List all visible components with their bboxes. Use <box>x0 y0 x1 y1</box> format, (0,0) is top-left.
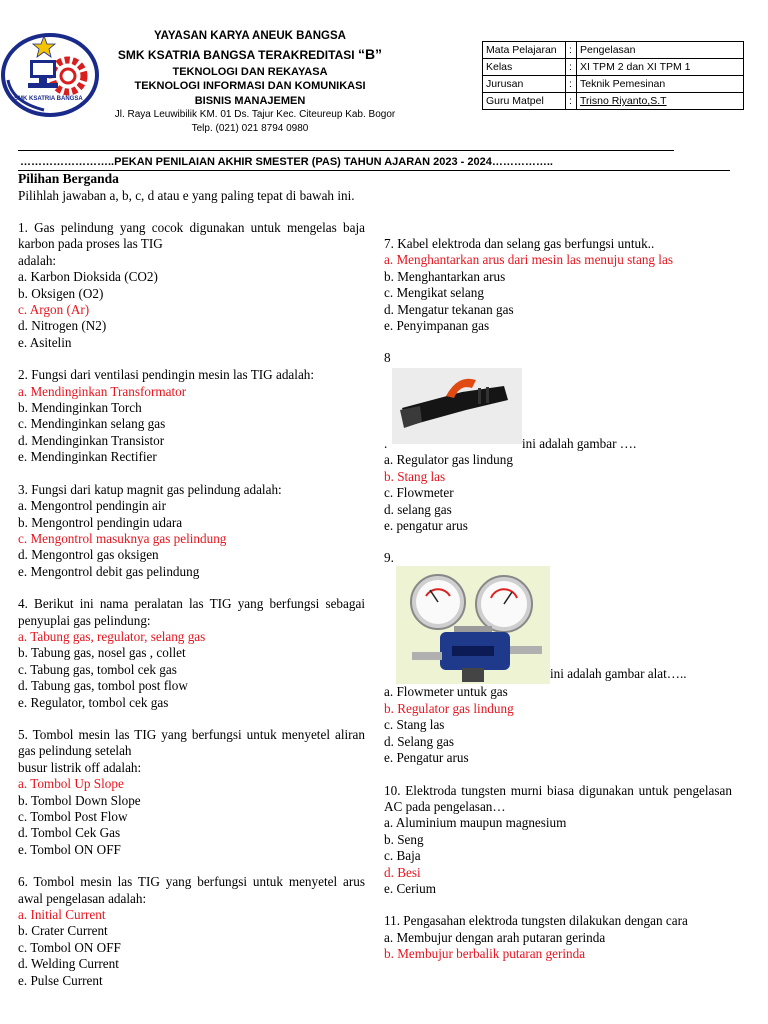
option: d. Mengatur tekanan gas <box>384 301 514 317</box>
logo-text: SMK KSATRIA BANGSA <box>14 96 83 102</box>
option: d. selang gas <box>384 501 452 517</box>
option: b. Menghantarkan arus <box>384 268 506 284</box>
gas-regulator-image <box>396 566 550 684</box>
question-text: busur listrik off adalah: <box>18 759 142 775</box>
option: e. Tombol ON OFF <box>18 841 121 857</box>
info-label: Kelas <box>483 59 566 76</box>
option: d. Welding Current <box>18 956 119 972</box>
option: e. Penyimpanan gas <box>384 318 490 334</box>
option: b. Seng <box>384 831 424 847</box>
electrode-holder-image <box>392 368 522 444</box>
option-correct: b. Regulator gas lindung <box>384 700 514 716</box>
instruction: Pilihlah jawaban a, b, c, d atau e yang paling tepat di bawah ini. <box>18 188 355 203</box>
option: e. Asitelin <box>18 334 72 350</box>
program-3: BISNIS MANAJEMEN <box>194 95 306 107</box>
option: c. Mengikat selang <box>384 285 484 301</box>
question-4 <box>18 596 365 711</box>
question-9 <box>384 550 732 684</box>
school-address: Jl. Raya Leuwibilik KM. 01 Ds. Tajur Kec. Citeureup Kab. Bogor <box>114 109 396 120</box>
info-sep: : <box>566 93 577 110</box>
yayasan-name: YAYASAN KARYA ANEUK BANGSA <box>154 30 346 42</box>
option: c. Tabung gas, tombol cek gas <box>18 661 177 677</box>
question-text: 1. Gas pelindung yang cocok digunakan untuk mengelas baja karbon pada proses las TIG <box>18 220 365 252</box>
question-3 <box>18 482 365 580</box>
question-text: 11. Pengasahan elektroda tungsten dilakukan dengan cara <box>384 913 688 929</box>
program-1: TEKNOLOGI DAN REKAYASA <box>172 66 328 78</box>
option: b. Tombol Down Slope <box>18 792 141 808</box>
option: e. pengatur arus <box>384 518 468 534</box>
option: a. Aluminium maupun magnesium <box>384 815 567 831</box>
option: c. Mendinginkan selang gas <box>18 416 166 432</box>
school-name <box>70 46 430 62</box>
option: b. Mendinginkan Torch <box>18 400 142 416</box>
option: d. Tombol Cek Gas <box>18 825 121 841</box>
option: a. Membujur dengan arah putaran gerinda <box>384 929 606 945</box>
school-name-text: SMK KSATRIA BANGSA TERAKREDITASI <box>117 48 355 62</box>
option: e. Mengontrol debit gas pelindung <box>18 563 200 579</box>
school-phone: Telp. (021) 021 8794 0980 <box>191 123 309 134</box>
question-8-prefix: . <box>384 436 388 452</box>
question-number: 8 <box>384 350 391 366</box>
question-9-options <box>384 684 732 766</box>
question-text: 7. Kabel elektroda dan selang gas berfungsi untuk.. <box>384 236 655 251</box>
info-table <box>482 41 744 110</box>
question-text: adalah: <box>18 252 57 268</box>
option: d. Tabung gas, tombol post flow <box>18 678 188 694</box>
question-8-options <box>384 452 732 534</box>
option: d. Nitrogen (N2) <box>18 318 107 334</box>
info-row <box>483 93 744 110</box>
question-2 <box>18 367 365 465</box>
question-5 <box>18 727 365 858</box>
option-correct: a. Tabung gas, regulator, selang gas <box>18 628 206 644</box>
program-2: TEKNOLOGI INFORMASI DAN KOMUNIKASI <box>134 80 366 92</box>
question-number: 9. <box>384 550 394 566</box>
option: c. Baja <box>384 848 421 864</box>
option: e. Cerium <box>384 880 437 896</box>
info-label: Mata Pelajaran <box>483 42 566 59</box>
option: c. Tombol Post Flow <box>18 809 128 824</box>
exam-title: ……………………..PEKAN PENILAIAN AKHIR SMESTER (PAS) TAHUN AJARAN 2023 - 2024…………….. <box>20 156 553 168</box>
info-row <box>483 76 744 93</box>
info-sep: : <box>566 59 577 76</box>
option: b. Tabung gas, nosel gas , collet <box>18 645 186 661</box>
option: a. Flowmeter untuk gas <box>384 684 508 700</box>
question-1 <box>18 220 365 351</box>
section-title: Pilihan Berganda <box>18 171 119 186</box>
info-sep: : <box>566 42 577 59</box>
option: a. Regulator gas lindung <box>384 452 513 468</box>
question-8-caption: ini adalah gambar …. <box>522 436 637 452</box>
right-column <box>384 236 732 963</box>
option-correct: a. Menghantarkan arus dari mesin las menuju stang las <box>384 252 673 268</box>
option: e. Regulator, tombol cek gas <box>18 694 169 710</box>
question-8 <box>384 350 732 452</box>
info-sep: : <box>566 76 577 93</box>
option: b. Crater Current <box>18 923 108 939</box>
option: d. Selang gas <box>384 733 454 749</box>
option-correct: d. Besi <box>384 864 421 880</box>
option: b. Oksigen (O2) <box>18 285 104 301</box>
question-text: 5. Tombol mesin las TIG yang berfungsi untuk menyetel aliran gas pelindung setelah <box>18 726 365 759</box>
option-correct: b. Stang las <box>384 468 446 484</box>
option: e. Pulse Current <box>18 972 103 988</box>
question-6 <box>18 874 365 989</box>
left-questions <box>18 220 365 989</box>
option: c. Flowmeter <box>384 485 454 501</box>
question-text: 2. Fungsi dari ventilasi pendingin mesin las TIG adalah: <box>18 367 315 383</box>
left-column <box>18 220 365 989</box>
question-10 <box>384 783 732 898</box>
accreditation-grade: “B” <box>357 46 383 62</box>
question-text: 10. Elektroda tungsten murni biasa digunakan untuk pengelasan AC pada pengelasan… <box>384 782 732 814</box>
option: e. Mendinginkan Rectifier <box>18 449 157 465</box>
info-value: XI TPM 2 dan XI TPM 1 <box>577 59 744 76</box>
info-value: Teknik Pemesinan <box>577 76 744 93</box>
question-text: 6. Tombol mesin las TIG yang berfungsi untuk menyetel arus awal pengelasan adalah: <box>18 874 365 906</box>
question-9-caption: ini adalah gambar alat….. <box>550 666 687 682</box>
option-correct: c. Argon (Ar) <box>18 302 90 318</box>
info-value: Pengelasan <box>577 42 744 59</box>
option-correct: c. Mengontrol masuknya gas pelindung <box>18 530 227 546</box>
option: c. Stang las <box>384 717 445 733</box>
option: d. Mengontrol gas oksigen <box>18 547 159 563</box>
option-correct: b. Membujur berbalik putaran gerinda <box>384 946 586 962</box>
question-7 <box>384 236 732 334</box>
question-text: 3. Fungsi dari katup magnit gas pelindung adalah: <box>18 481 282 497</box>
option-correct: a. Mendinginkan Transformator <box>18 383 187 399</box>
info-label: Jurusan <box>483 76 566 93</box>
option: b. Mengontrol pendingin udara <box>18 514 183 530</box>
option-correct: a. Initial Current <box>18 907 106 923</box>
question-11 <box>384 913 732 962</box>
option: e. Pengatur arus <box>384 750 469 766</box>
option: c. Tombol ON OFF <box>18 939 121 955</box>
info-value: Trisno Riyanto,S.T <box>577 93 744 110</box>
info-label: Guru Matpel <box>483 93 566 110</box>
option-correct: a. Tombol Up Slope <box>18 776 124 792</box>
info-row <box>483 42 744 59</box>
header-divider <box>18 150 674 151</box>
option: d. Mendinginkan Transistor <box>18 432 165 448</box>
info-row <box>483 59 744 76</box>
option: a. Karbon Dioksida (CO2) <box>18 269 158 285</box>
question-text: 4. Berikut ini nama peralatan las TIG yang berfungsi sebagai penyuplai gas pelindung: <box>18 596 365 628</box>
title-underline <box>18 170 730 171</box>
option: a. Mengontrol pendingin air <box>18 498 166 514</box>
